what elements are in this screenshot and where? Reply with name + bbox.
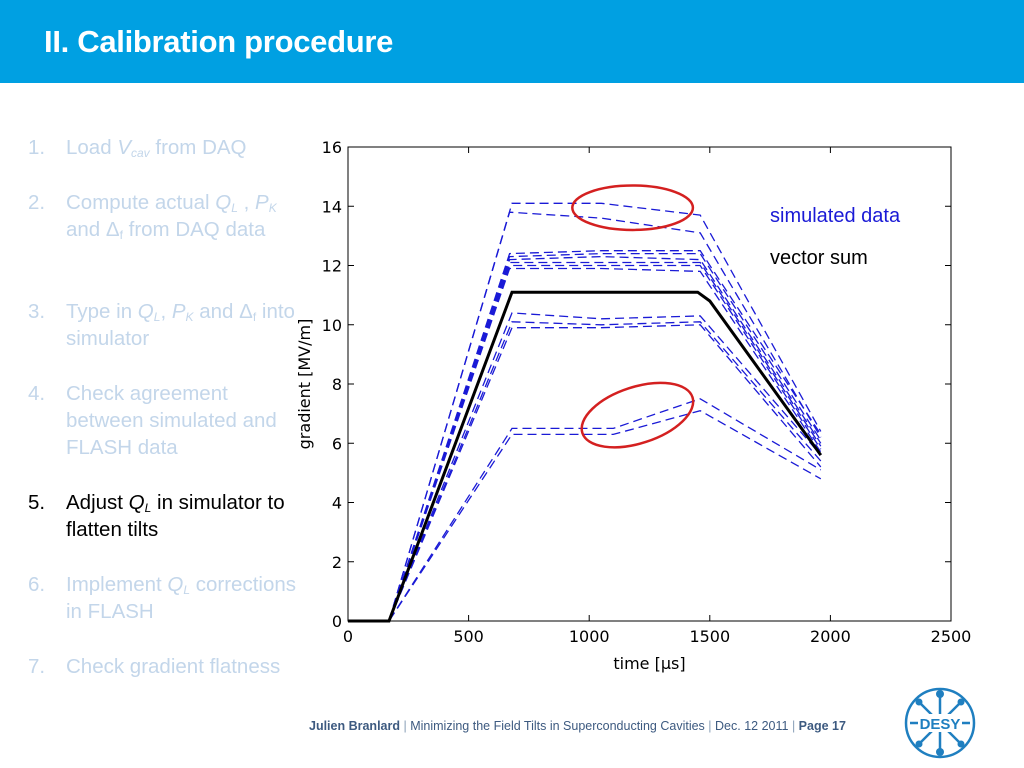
step-number: 3.	[28, 300, 46, 323]
y-tick-label: 4	[331, 493, 342, 513]
step-text: Check agreement between simulated and FLASH data	[66, 382, 277, 459]
logo-node	[936, 690, 944, 698]
slide-title: II. Calibration procedure	[44, 24, 394, 59]
step-text: Type in $Q_L$, $P_K$ and $\Delta_f$ into simulator	[66, 300, 295, 350]
logo-node	[936, 748, 944, 756]
step-text: Implement $Q_L$ corrections in FLASH	[66, 573, 297, 623]
y-tick-label: 14	[321, 197, 342, 217]
logo-node	[958, 741, 965, 748]
footer-page-number: Page 17	[798, 719, 846, 733]
step-text: Check gradient flatness	[66, 655, 281, 678]
footer-separator: |	[791, 719, 796, 733]
x-tick-label: 1000	[568, 627, 610, 646]
footer-separator: |	[708, 719, 712, 733]
y-tick-label: 8	[331, 375, 342, 394]
footer-separator: |	[403, 719, 407, 733]
y-tick-label: 6	[331, 434, 342, 454]
step-number: 4.	[28, 382, 46, 405]
footer-date: Dec. 12 2011	[715, 719, 789, 733]
x-tick-label: 2500	[930, 627, 972, 646]
footer	[309, 719, 846, 733]
step-number: 1.	[28, 136, 46, 159]
legend-simulated-data: simulated data	[770, 205, 901, 227]
y-tick-label: 12	[321, 256, 342, 276]
y-tick-label: 0	[331, 612, 342, 631]
step-text: Adjust $Q_L$ in simulator to flatten tilts	[66, 491, 285, 541]
footer-author: Julien Branlard	[309, 719, 400, 733]
logo-text: DESY	[919, 716, 961, 733]
desy-logo	[904, 687, 976, 759]
logo-node	[958, 699, 965, 706]
step-text: Load $V_{cav}$ from DAQ	[66, 136, 247, 160]
x-axis-label: time [µs]	[613, 654, 686, 673]
step-number: 7.	[28, 655, 46, 678]
logo-node	[916, 741, 923, 748]
footer-presentation-title: Minimizing the Field Tilts in Superconducting Cavities	[410, 719, 705, 733]
step-text: Compute actual $Q_L$ , $P_K$ and $\Delta_f$ from DAQ data	[66, 191, 277, 242]
logo-node	[916, 699, 923, 706]
x-tick-label: 2000	[810, 627, 851, 646]
y-tick-label: 10	[321, 315, 342, 335]
legend-vector-sum: vector sum	[770, 247, 868, 269]
y-axis-label: gradient [MV/m]	[295, 318, 314, 450]
step-number: 6.	[28, 573, 46, 596]
y-tick-label: 16	[321, 138, 342, 157]
x-tick-label: 0	[342, 627, 354, 646]
y-tick-label: 2	[331, 552, 342, 572]
step-number: 2.	[28, 191, 46, 214]
header-bar	[0, 0, 1024, 83]
step-number: 5.	[28, 491, 46, 514]
x-tick-label: 500	[453, 627, 484, 646]
x-tick-label: 1500	[689, 627, 731, 646]
